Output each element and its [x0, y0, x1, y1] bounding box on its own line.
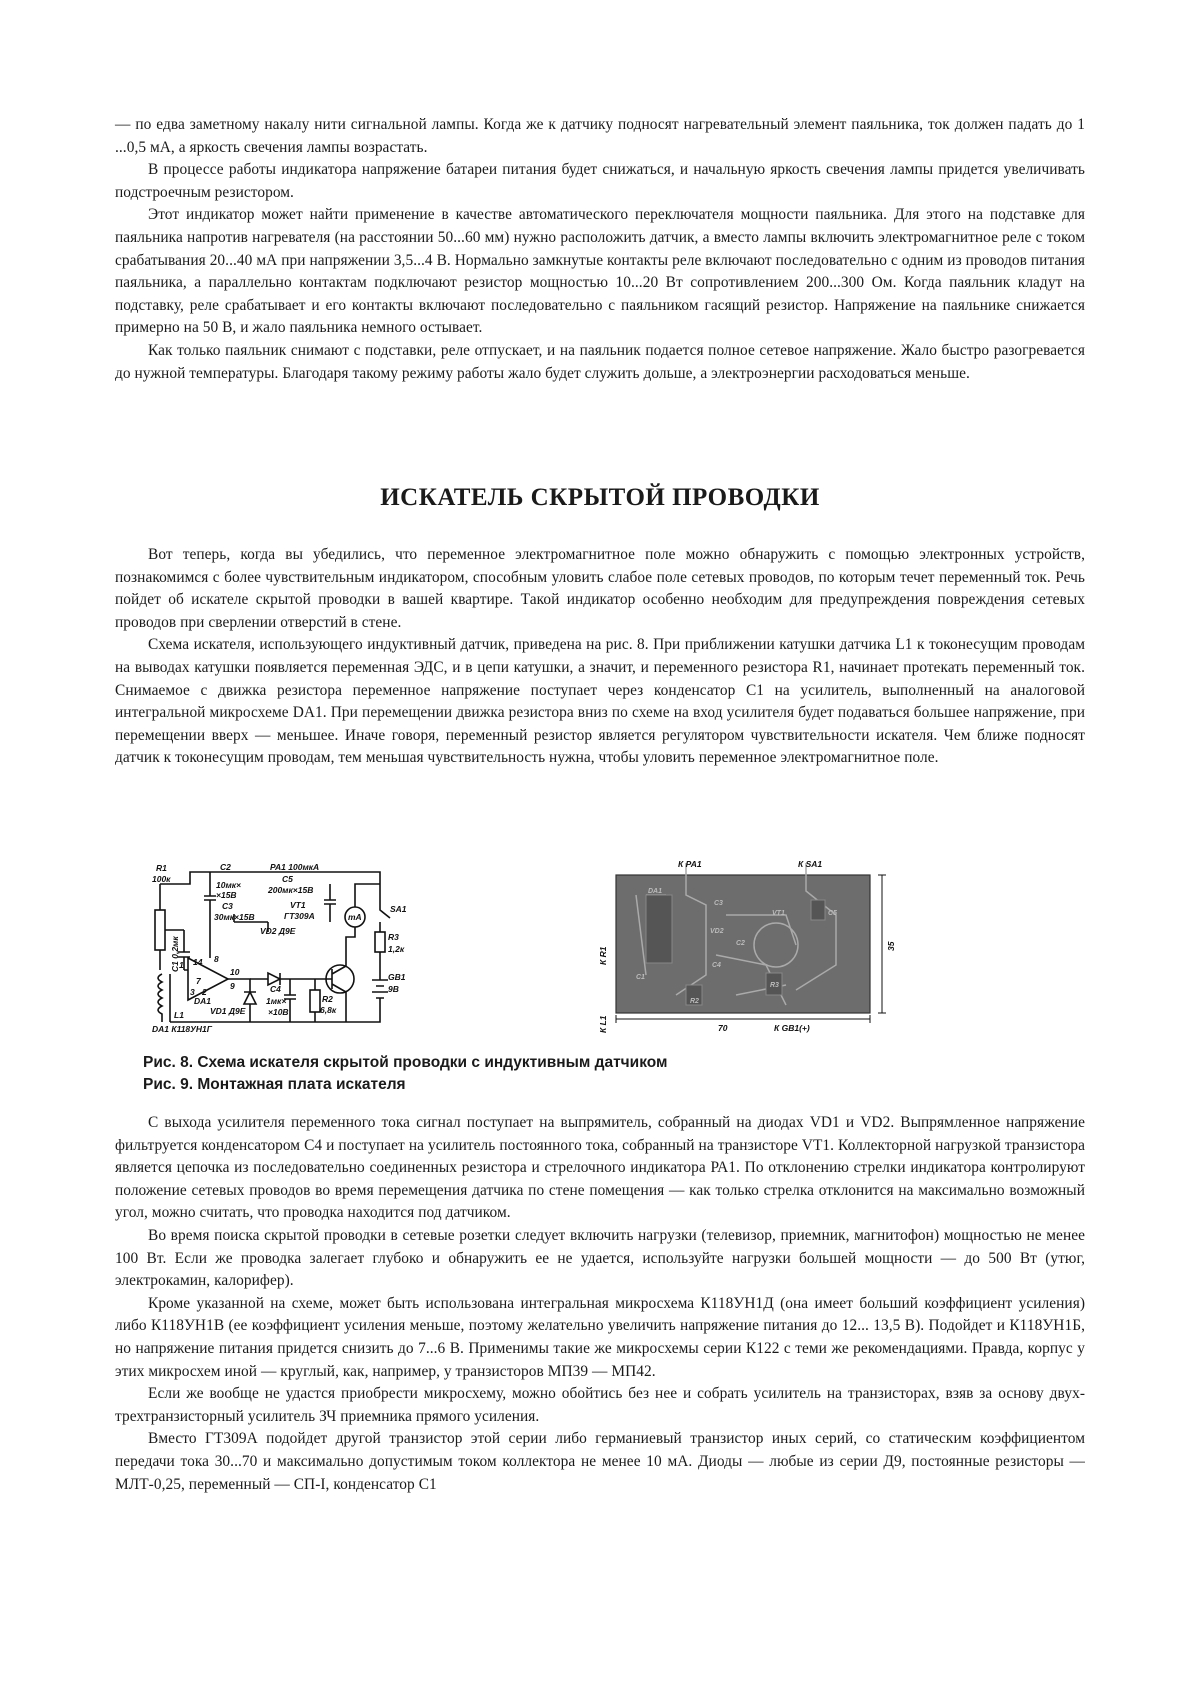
board-label: К L1: [598, 1015, 608, 1033]
schematic-label: 1,2к: [388, 944, 405, 954]
paragraph: Этот индикатор может найти применение в качестве автоматического переключателя мощности паяльника. Для этого на подставке для паяльника напротив нагревателя (на расстоянии 50...60 мм) нужно расположить датчик, а вместо лампы включить электромагнитное реле с током срабатывания 20...40 мА при напряжении 3,5...4 В. Нормально замкнутые контакты реле включают последовательно с одним из проводов питания паяльника, а параллельно контактам подключают резистор мощностью 10...20 Вт сопротивлением 200...300 Ом. Когда паяльник кладут на подставку, реле срабатывает и его контакты включают последовательно с паяльником гасящий резистор. Напряжение на паяльнике снижается примерно на 50 В, и жало паяльника немного остывает.: [115, 206, 1085, 337]
board-label: R2: [690, 998, 699, 1005]
board-label: VT1: [772, 910, 785, 917]
schematic-label: SA1: [390, 904, 407, 914]
schematic-label: C1 0,2мк: [170, 936, 180, 972]
pin-label: 7: [196, 976, 201, 986]
schematic-label: PA1 100мкА: [270, 862, 320, 872]
schematic-label: 30мк×15В: [214, 912, 255, 922]
board-label: К R1: [598, 946, 608, 965]
paragraph: Вместо ГТ309А подойдет другой транзистор этой серии либо германиевый транзистор иных серий, со статическим коэффициентом передачи тока 30...70 и максимально допустимым током коллектора не менее 10 мА. Диоды — любые из серии Д9, постоянные резисторы — МЛТ-0,25, переменный — СП-I, конденсатор С1: [115, 1430, 1085, 1493]
schematic-label: 6,8к: [320, 1005, 337, 1015]
schematic-label: C3: [222, 901, 233, 911]
board-label: К SA1: [798, 859, 823, 869]
schematic-label: C4: [270, 984, 281, 994]
paragraph: Как только паяльник снимают с подставки, реле отпускает, и на паяльник подается полное сетевое напряжение. Жало быстро разогревается до нужной температуры. Благодаря такому режиму работы жало будет служить дольше, а электроэнергии расходоваться меньше.: [115, 341, 1085, 382]
schematic-label: R1: [156, 863, 167, 873]
board-label: C2: [736, 940, 745, 947]
board-label: VD2: [710, 928, 724, 935]
schematic-label: VT1: [290, 900, 306, 910]
schematic-label: R2: [322, 994, 333, 1004]
paragraph: Вот теперь, когда вы убедились, что переменное электромагнитное поле можно обнаружить с помощью электронных устройств, познакомимся с более чувствительным индикатором, способным уловить слабое поле сетевых проводов, по которым течет переменный ток. Речь пойдет об искателе скрытой проводки в вашей квартире. Такой индикатор особенно необходим для предупреждения повреждения сетевых проводов при сверлении отверстий в стене.: [115, 546, 1085, 631]
board-label: C5: [828, 910, 837, 917]
schematic-label: R3: [388, 932, 399, 942]
paragraph: С выхода усилителя переменного тока сигнал поступает на выпрямитель, собранный на диодах VD1 и VD2. Выпрямленное напряжение фильтруется конденсатором С4 и поступает на усилитель постоянного тока, собранный на транзисторе VT1. Коллекторной нагрузкой транзистора является цепочка из последовательно соединенных резистора и стрелочного индикатора РА1. По отклонению стрелки индикатора контролируют положение сетевых проводов во время перемещения датчика по стене помещения — как только стрелка отклонится на максимально возможный угол, можно считать, что проводка находится под датчиком.: [115, 1114, 1085, 1222]
board-label: C4: [712, 962, 721, 969]
circuit-board-figure: [586, 855, 898, 1035]
pin-label: 1: [179, 960, 184, 970]
board-label: К РА1: [678, 859, 702, 869]
schematic-label: ×15В: [216, 890, 237, 900]
section-body: [115, 544, 1085, 770]
paragraph: — по едва заметному накалу нити сигнальной лампы. Когда же к датчику подносят нагревательный элемент паяльника, ток должен падать до 1 ...0,5 мА, а яркость свечения лампы возрастать.: [115, 116, 1085, 156]
board-label: DA1: [648, 888, 663, 895]
pin-label: 3: [190, 987, 195, 997]
schematic-label: C2: [220, 862, 231, 872]
pin-label: 9: [230, 981, 235, 991]
circuit-schematic-figure: [150, 862, 432, 1034]
paragraph: Если же вообще не удастся приобрести микросхему, можно обойтись без нее и собрать усилитель на транзисторах, взяв за основу двух-трехтранзисторный усилитель ЗЧ приемника прямого усиления.: [115, 1385, 1085, 1425]
pin-label: 2: [202, 987, 207, 997]
pin-label: 8: [214, 954, 219, 964]
board-label: К GB1(+): [774, 1023, 810, 1033]
section-continued: [115, 1112, 1085, 1496]
schematic-label: VD1 Д9Е: [210, 1006, 246, 1016]
schematic-label: L1: [174, 1010, 184, 1020]
paragraph: Схема искателя, использующего индуктивный датчик, приведена на рис. 8. При приближении катушки датчика L1 к токонесущим проводам на выводах катушки появляется переменная ЭДС, и в цепи катушки, а значит, и переменного резистора R1, начинает протекать переменный ток. Снимаемое с движка резистора переменное напряжение поступает через конденсатор С1 на усилитель, выполненный на аналоговой интегральной микросхеме DA1. При перемещении движка резистора вниз по схеме на вход усилителя будет подаваться большее напряжение, при перемещении вверх — меньшее. Иначе говоря, переменный резистор является регулятором чувствительности искателя. Чем ближе подносят датчик к токонесущим проводам, тем меньшая чувствительность нужна, чтобы уловить переменное электромагнитное поле.: [115, 636, 1085, 767]
section-intro: [115, 114, 1085, 385]
schematic-label: GB1: [388, 972, 406, 982]
circuit-schematic: [150, 862, 432, 1034]
schematic-label: 9В: [388, 984, 399, 994]
board-label: 35: [886, 941, 896, 951]
pin-label: 10: [230, 967, 240, 977]
circuit-board: [586, 855, 898, 1035]
board-label: R3: [770, 982, 779, 989]
section-title: ИСКАТЕЛЬ СКРЫТОЙ ПРОВОДКИ: [380, 484, 820, 511]
schematic-label: ×10В: [268, 1007, 289, 1017]
schematic-label: 10мк×: [216, 880, 242, 890]
figure-caption: Рис. 8. Схема искателя скрытой проводки с индуктивным датчиком: [143, 1054, 668, 1071]
figure-captions: [143, 1052, 668, 1096]
figure-caption: Рис. 9. Монтажная плата искателя: [143, 1076, 406, 1093]
paragraph: В процессе работы индикатора напряжение батареи питания будет снижаться, и начальную яркость свечения лампы придется увеличивать подстроечным резистором.: [115, 161, 1085, 201]
schematic-label: VD2 Д9Е: [260, 926, 296, 936]
schematic-label: C5: [282, 874, 293, 884]
schematic-label: 1мк×: [266, 996, 287, 1006]
board-label: C3: [714, 900, 723, 907]
schematic-label: ГТ309А: [284, 911, 315, 921]
schematic-label: DA1: [194, 996, 212, 1006]
pin-label: 14: [193, 957, 203, 967]
paragraph: Во время поиска скрытой проводки в сетевые розетки следует включить нагрузки (телевизор, приемник, магнитофон) мощностью не менее 100 Вт. Если же проводка залегает глубоко и обнаружить ее не удается, используйте нагрузки большей мощности — до 500 Вт (утюг, электрокамин, калорифер).: [115, 1226, 1085, 1290]
paragraph: Кроме указанной на схеме, может быть использована интегральная микросхема К118УН1Д (она имеет больший коэффициент усиления) либо К118УН1В (ее коэффициент усиления меньше, поэтому желательно увеличить напряжение питания до 12... 13,5 В). Подойдет и К118УН1Б, но напряжение питания придется снизить до 7...6 В. Применимы такие же микросхемы серии К122 с теми же рекомендациями. Правда, корпус у этих микросхем иной — круглый, как, например, у транзисторов МП39 — МП42.: [115, 1294, 1085, 1380]
schematic-label: DA1 К118УН1Г: [152, 1024, 212, 1034]
schematic-label: 200мк×15В: [268, 885, 314, 895]
schematic-label: mA: [348, 912, 362, 922]
board-label: 70: [718, 1023, 728, 1033]
board-label: C1: [636, 974, 645, 981]
schematic-label: 100к: [152, 874, 171, 884]
